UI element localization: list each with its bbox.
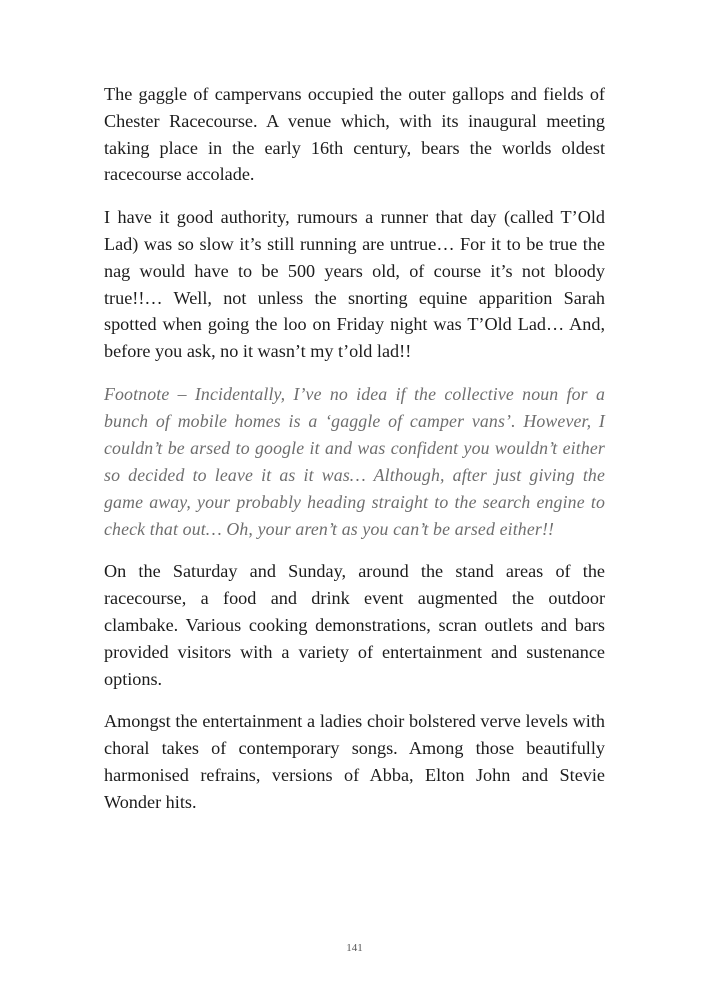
page-number: 141 <box>346 942 363 954</box>
paragraph-ladies-choir: Amongst the entertainment a ladies choir bolstered verve levels with choral takes of contemporary songs. Among those beautifully harmonised refrains, versions of Abba, Elton John and Stevie Wonder hits. <box>104 711 605 812</box>
paragraph-food-drink-event: On the Saturday and Sunday, around the stand areas of the racecourse, a food and drink event augmented the outdoor clambake. Various cooking demonstrations, scran outlets and bars provided visitors with a variety of entertainment and sustenance options. <box>104 561 605 689</box>
paragraph-told-lad: I have it good authority, rumours a runner that day (called T’Old Lad) was so slow it’s still running are untrue… For it to be true the nag would have to be 500 years old, of course it’s not bloody true!!… Well, not unless the snorting equine apparition Sarah spotted when going the loo on Friday night was T’Old Lad… And, before you ask, no it wasn’t my t’old lad!! <box>104 207 605 362</box>
paragraph-campervans: The gaggle of campervans occupied the outer gallops and fields of Chester Racecourse. A venue which, with its inaugural meeting taking place in the early 16th century, bears the worlds oldest racecourse accolade. <box>104 84 605 185</box>
body-text <box>104 81 605 832</box>
footnote-paragraph: Footnote – Incidentally, I’ve no idea if the collective noun for a bunch of mobile homes is a ‘gaggle of camper vans’. However, I couldn’t be arsed to google it and was confident you wouldn’t either so decided to leave it as it was… Although, after just giving the game away, your probably heading straight to the search engine to check that out… Oh, your aren’t as you can’t be arsed either!! <box>104 383 605 539</box>
